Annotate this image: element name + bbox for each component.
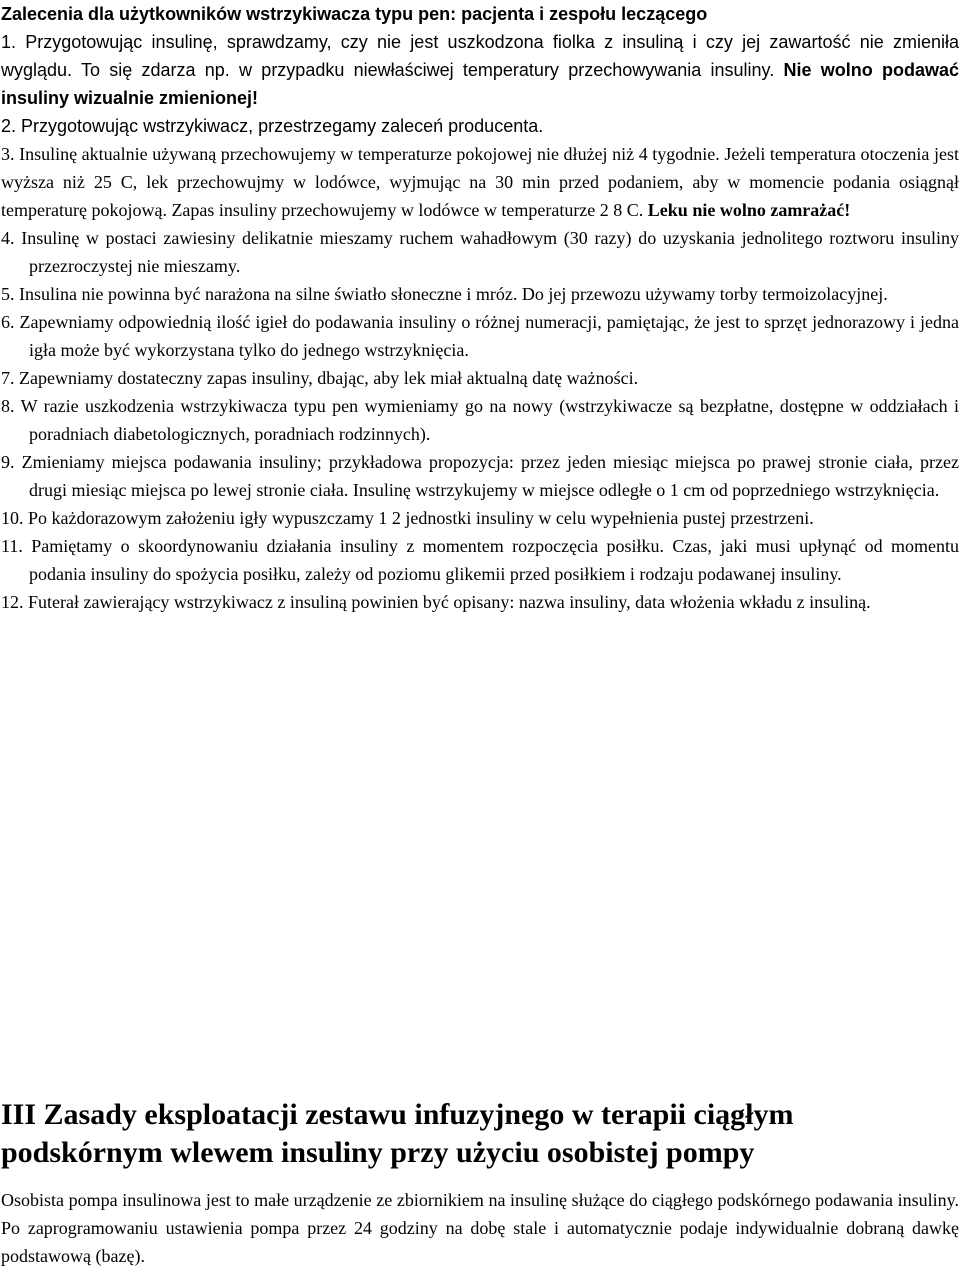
section-pump — [1, 1096, 959, 1270]
list-item-6: 6. Zapewniamy odpowiednią ilość igieł do podawania insuliny o różnej numeracji, pamiętając, że jest to sprzęt jednorazowy i jedna igła może być wykorzystana tylko do jednego wstrzyknięcia. — [1, 312, 959, 360]
list-item-11: 11. Pamiętamy o skoordynowaniu działania insuliny z momentem rozpoczęcia posiłku. Czas, jaki musi upłynąć od momentu podania insuliny do spożycia posiłku, zależy od poziomu glikemii przed posiłkiem i rodzaju podawanej insuliny. — [1, 536, 959, 584]
list-item-9: 9. Zmieniamy miejsca podawania insuliny; przykładowa propozycja: przez jeden miesiąc miejsca po prawej stronie ciała, przez drugi miesiąc miejsca po lewej stronie ciała. Insulinę wstrzykujemy w miejsce odległe o 1 cm od poprzedniego wstrzyknięcia. — [1, 452, 959, 500]
list-item-3 — [1, 140, 959, 224]
list-item-5: 5. Insulina nie powinna być narażona na silne światło słoneczne i mróz. Do jej przewozu używamy torby termoizolacyjnej. — [1, 284, 888, 304]
item-1-warning: Nie wolno podawać insuliny wizualnie zmienionej! — [1, 60, 959, 108]
item-3-warning: Leku nie wolno zamrażać! — [647, 200, 851, 220]
list-item-1 — [1, 28, 959, 112]
list-item-7: 7. Zapewniamy dostateczny zapas insuliny, dbając, aby lek miał aktualną datę ważności. — [1, 368, 639, 388]
list-item-12: 12. Futerał zawierający wstrzykiwacz z insuliną powinien być opisany: nazwa insuliny, data włożenia wkładu z insuliną. — [1, 592, 871, 612]
list-item-8: 8. W razie uszkodzenia wstrzykiwacza typu pen wymieniamy go na nowy (wstrzykiwacze są bezpłatne, dostępne w oddziałach i poradniach diabetologicznych, poradniach rodzinnych). — [1, 396, 959, 444]
list-item-4: 4. Insulinę w postaci zawiesiny delikatnie mieszamy ruchem wahadłowym (30 razy) do uzyskania jednolitego roztworu insuliny przezroczystej nie mieszamy. — [1, 228, 959, 276]
recommendations-block — [1, 0, 959, 616]
section-title: III Zasady eksploatacji zestawu infuzyjnego w terapii ciągłym podskórnym wlewem insuliny przy użyciu osobistej pompy — [1, 1098, 794, 1169]
section-paragraph: Osobista pompa insulinowa jest to małe urządzenie ze zbiornikiem na insulinę służące do ciągłego podskórnego podawania insuliny. Po zaprogramowaniu ustawienia pompa przez 24 godziny na dobę stale i automatycznie podaje indywidualnie dobraną dawkę podstawową (bazę). — [1, 1190, 959, 1266]
item-1-text: 1. Przygotowując insulinę, sprawdzamy, czy nie jest uszkodzona fiolka z insuliną i czy jej zawartość nie zmieniła wyglądu. To się zdarza np. w przypadku niewłaściwej temperatury przechowywania insuliny. — [1, 32, 959, 80]
recommendations-heading: Zalecenia dla użytkowników wstrzykiwacza typu pen: pacjenta i zespołu leczącego — [1, 4, 708, 24]
list-item-2: 2. Przygotowując wstrzykiwacz, przestrzegamy zaleceń producenta. — [1, 116, 544, 136]
item-3-text: 3. Insulinę aktualnie używaną przechowujemy w temperaturze pokojowej nie dłużej niż 4 tygodnie. Jeżeli temperatura otoczenia jest wyższa niż 25 C, lek przechowujmy w lodówce, wyjmując na 30 min przed podaniem, aby w momencie podania osiągnął temperaturę pokojową. Zapas insuliny przechowujemy w lodówce w temperaturze 2 8 C. — [1, 144, 959, 220]
list-item-10: 10. Po każdorazowym założeniu igły wypuszczamy 1 2 jednostki insuliny w celu wypełnienia pustej przestrzeni. — [1, 508, 814, 528]
